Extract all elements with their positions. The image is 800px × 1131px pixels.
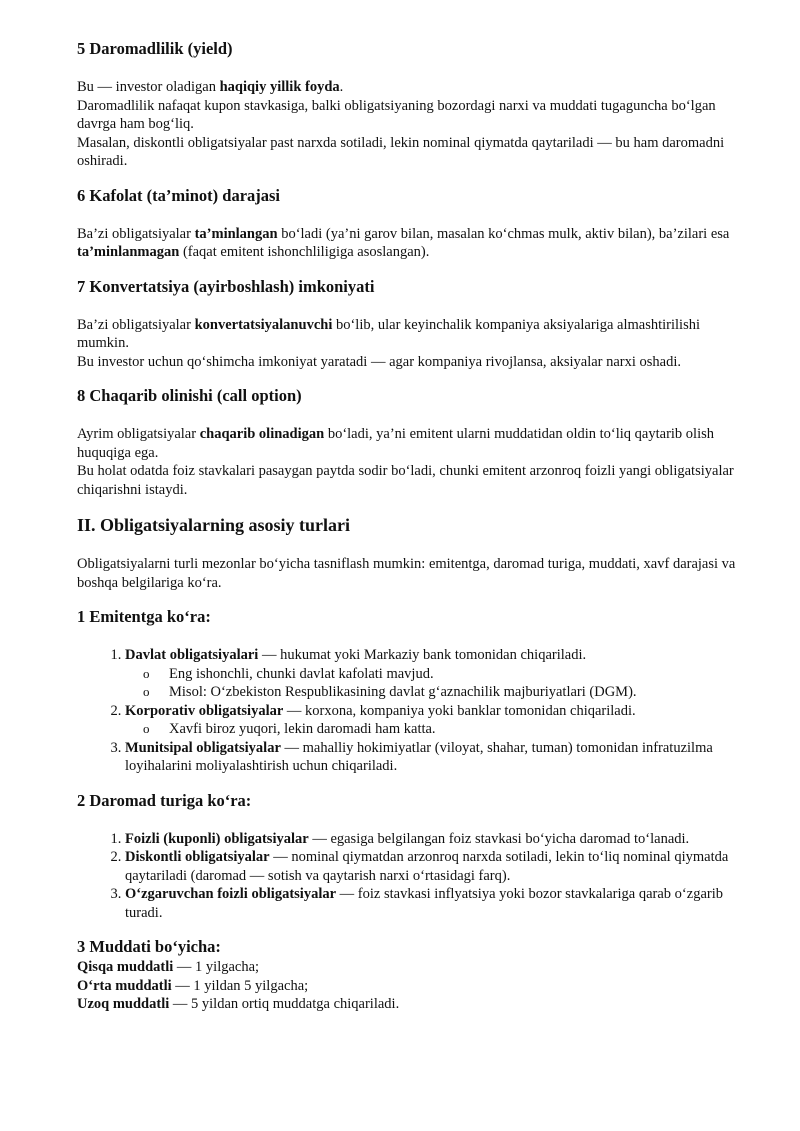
s5-paragraph-1: Bu — investor oladigan haqiqiy yillik foyda. <box>77 79 344 95</box>
part-2-heading: II. Obligatsiyalarning asosiy turlari <box>77 515 351 535</box>
section-5-heading: 5 Daromadlilik (yield) <box>77 39 233 58</box>
section-8-heading: 8 Chaqarib olinishi (call option) <box>77 386 302 405</box>
part-2-intro: Obligatsiyalarni turli mezonlar bo‘yicha tasniflash mumkin: emitentga, daromad turiga, muddati, xavf darajasi va boshqa belgilariga ko‘ra. <box>77 556 736 591</box>
muddat-line: Uzoq muddatli — 5 yildan ortiq muddatga chiqariladi. <box>77 996 400 1012</box>
muddat-line: Qisqa muddatli — 1 yilgacha; <box>77 959 260 975</box>
section-6-heading: 6 Kafolat (ta’minot) darajasi <box>77 185 281 205</box>
s5-paragraph-3: Masalan, diskontli obligatsiyalar past narxda sotiladi, lekin nominal qiymatda qaytariladi — bu ham daromadni oshiradi. <box>77 134 725 169</box>
muddat-heading: 3 Muddati bo‘yicha: <box>77 937 221 956</box>
list-item: 3. O‘zgaruvchan foizli obligatsiyalar — foiz stavkasi inflyatsiya yoki bozor stavkalariga qarab o‘zgarib turadi. <box>125 885 737 922</box>
sub-list-item: o Misol: O‘zbekiston Respublikasining davlat g‘aznachilik majburiyatlari (DGM). <box>169 683 737 702</box>
daromad-list <box>77 830 737 923</box>
s5-paragraph-2: Daromadlilik nafaqat kupon stavkasiga, balki obligatsiyaning bozordagi narxi va muddati tugaguncha bo‘lgan davrga ham bog‘liq. <box>77 97 716 132</box>
list-item: 2. Korporativ obligatsiyalar — korxona, kompaniya yoki banklar tomonidan chiqariladi. o Xavfi biroz yuqori, lekin daromadi ham katta. <box>125 702 737 739</box>
list-item: 1. Foizli (kuponli) obligatsiyalar — egasiga belgilangan foiz stavkasi bo‘yicha daromad to‘lanadi. <box>125 830 737 849</box>
s7-paragraph-1: Ba’zi obligatsiyalar konvertatsiyalanuvchi bo‘lib, ular keyinchalik kompaniya aksiyalariga almashtirilishi mumkin. <box>77 316 700 351</box>
sub-list-item: o Xavfi biroz yuqori, lekin daromadi ham katta. <box>169 720 737 739</box>
s6-paragraph: Ba’zi obligatsiyalar ta’minlangan bo‘ladi (ya’ni garov bilan, masalan ko‘chmas mulk, aktiv bilan), ba’zilari esa ta’minlanmagan (faqat emitent ishonchliligiga asoslangan). <box>77 225 730 260</box>
list-item: 2. Diskontli obligatsiyalar — nominal qiymatdan arzonroq narxda sotiladi, lekin to‘liq nominal qiymatda qaytariladi (daromad — sotish va qaytarish narxi o‘rtasidagi farq). <box>125 848 737 885</box>
list-item: 3. Munitsipal obligatsiyalar — mahalliy hokimiyatlar (viloyat, shahar, tuman) tomonidan infratuzilma loyihalarini moliyalashtirish uchun chiqariladi. <box>125 739 737 776</box>
sub-list <box>125 665 737 702</box>
daromad-heading: 2 Daromad turiga ko‘ra: <box>77 790 252 810</box>
document-page <box>77 38 737 1014</box>
s7-paragraph-2: Bu investor uchun qo‘shimcha imkoniyat yaratadi — agar kompaniya rivojlansa, aksiyalar narxi oshadi. <box>77 353 682 370</box>
emitent-list <box>77 646 737 776</box>
section-7-heading: 7 Konvertatsiya (ayirboshlash) imkoniyati <box>77 276 375 296</box>
muddat-line: O‘rta muddatli — 1 yildan 5 yilgacha; <box>77 977 309 994</box>
list-item: 1. Davlat obligatsiyalari — hukumat yoki Markaziy bank tomonidan chiqariladi. o Eng ishonchli, chunki davlat kafolati mavjud. o Misol: O‘zbekiston Respublikasining davlat g‘aznachilik majburiyatlari (DGM). <box>125 646 737 702</box>
sub-list-item: o Eng ishonchli, chunki davlat kafolati mavjud. <box>169 665 737 684</box>
s8-paragraph-2: Bu holat odatda foiz stavkalari pasaygan paytda sodir bo‘ladi, chunki emitent arzonroq foizli yangi obligatsiyalar chiqarishni istaydi. <box>77 463 734 498</box>
sub-list <box>125 720 737 739</box>
emitent-heading: 1 Emitentga ko‘ra: <box>77 607 211 626</box>
s8-paragraph-1: Ayrim obligatsiyalar chaqarib olinadigan bo‘ladi, ya’ni emitent ularni muddatidan oldin to‘liq qaytarib olish huquqiga ega. <box>77 426 715 461</box>
